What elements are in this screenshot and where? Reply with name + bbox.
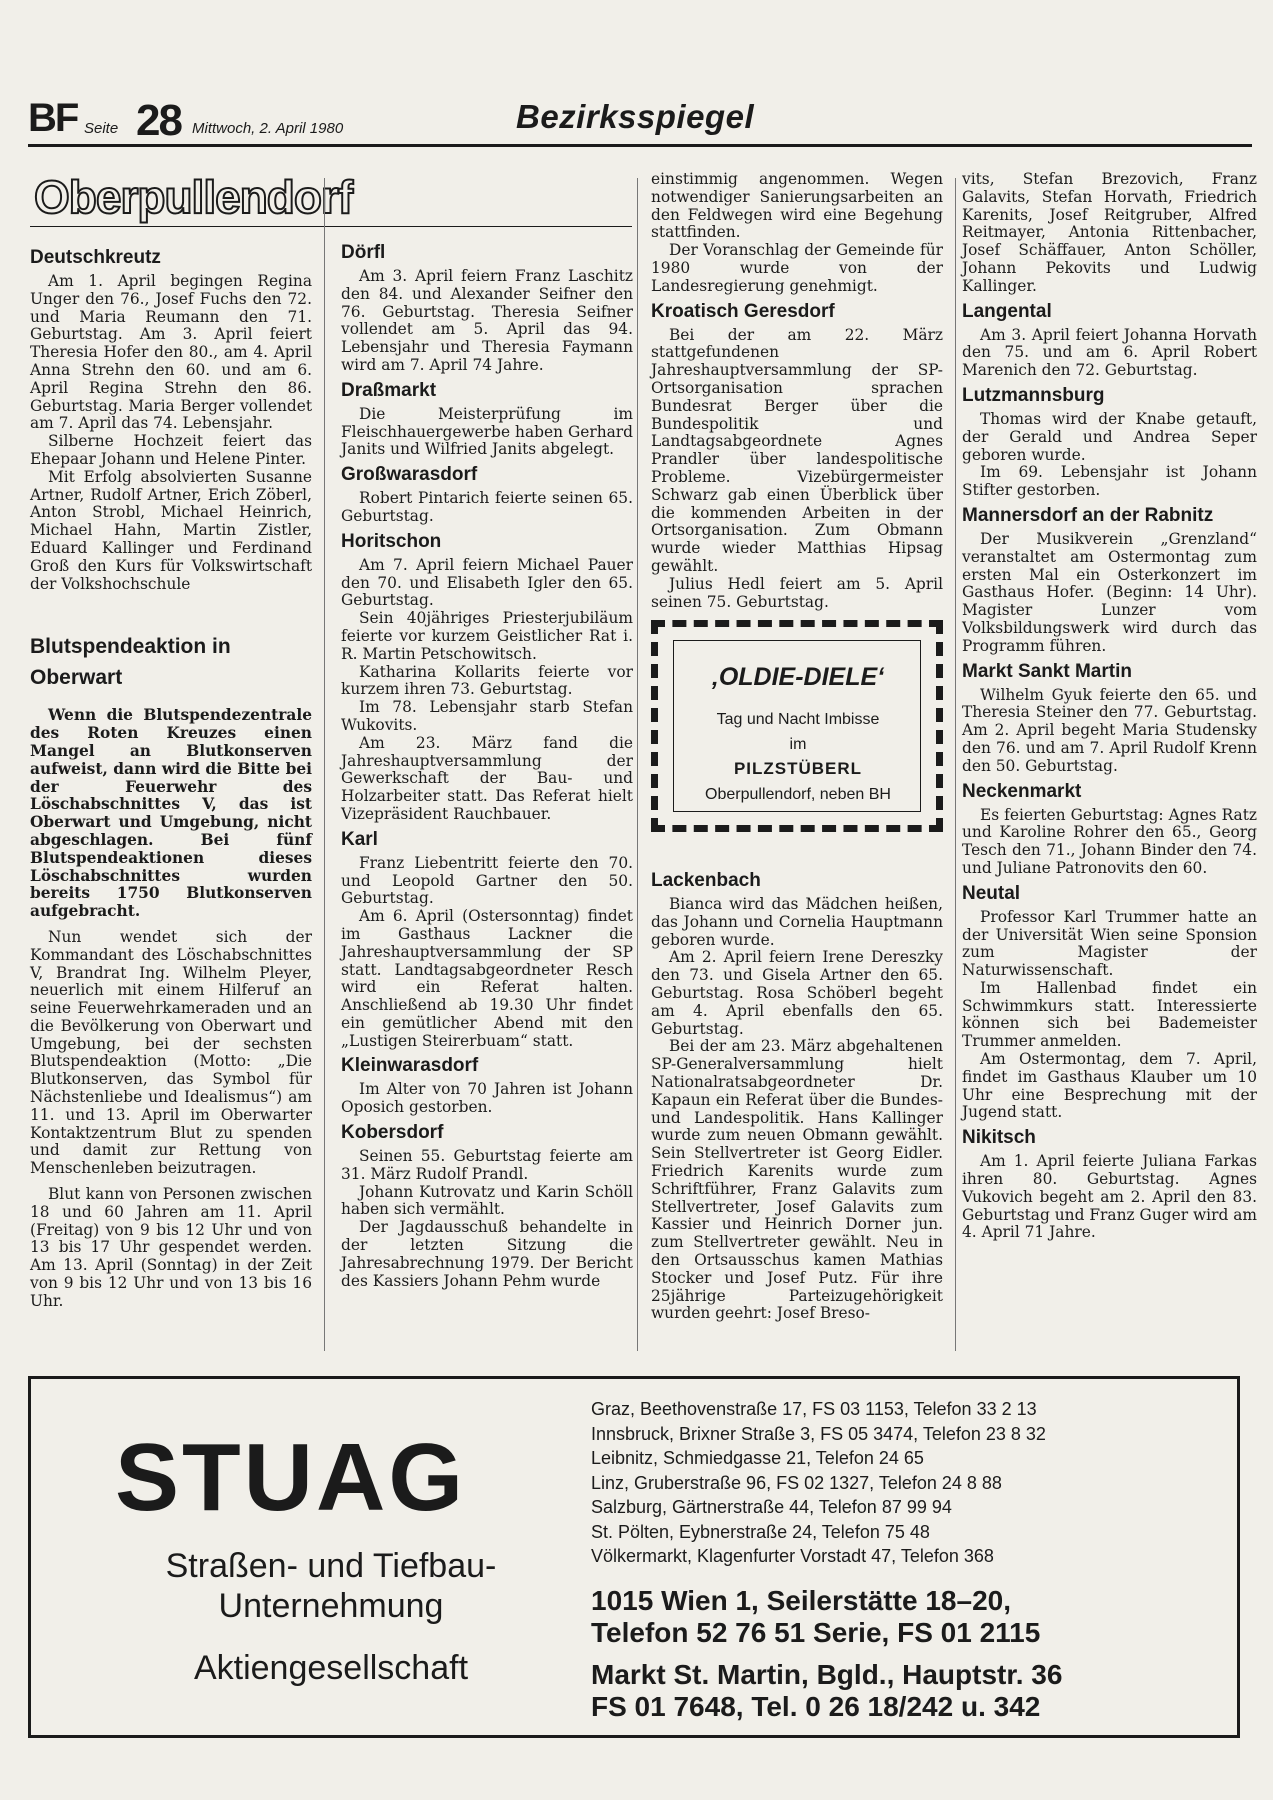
article-paragraph: Im 78. Lebensjahr starb Stefan Wukovits. — [341, 698, 633, 734]
heading-markt-sankt-martin: Markt Sankt Martin — [962, 660, 1132, 682]
stuag-markt-address: Markt St. Martin, Bgld., Hauptstr. 36 — [591, 1659, 1063, 1690]
stuag-address-list — [591, 1397, 1046, 1569]
article-paragraph: Der Musikverein „Grenzland“ veranstaltet am Ostermontag zum ersten Mal ein Osterkonzert im Gasthaus Hofer. (Beginn: 14 Uhr). Magister Lunzer vom Volksbildungswerk wird durch das Programm führen. — [962, 529, 1257, 655]
heading-karl: Karl — [341, 828, 378, 850]
article-paragraph: Am 2. April feiern Irene Dereszky den 73. und Gisela Artner den 65. Geburtstag. Rosa Schöberl begeht am 4. April ebenfalls den 65. Geburtstag. — [651, 948, 943, 1038]
article-paragraph: Wilhelm Gyuk feierte den 65. und Theresia Steiner den 77. Geburtstag. Am 2. April begeht Maria Studensky den 76. und am 7. April Rudolf Krenn den 50. Geburtstag. — [962, 685, 1257, 775]
heading-doerfl: Dörfl — [341, 242, 386, 263]
article-paragraph: Silberne Hochzeit feiert das Ehepaar Johann und Helene Pinter. — [30, 432, 312, 468]
article-paragraph: Am Ostermontag, dem 7. April, findet im Gasthaus Klauber um 10 Uhr eine Besprechung mit der Jugend statt. — [962, 1050, 1257, 1122]
heading-kobersdorf: Kobersdorf — [341, 1122, 444, 1144]
region-rule — [30, 226, 632, 227]
heading-blutspendeaktion: Blutspendeaktion in Oberwart — [30, 635, 231, 690]
heading-langental: Langental — [962, 300, 1052, 322]
article-paragraph: Am 23. März fand die Jahreshauptversammlung der Gewerkschaft der Bau- und Holzarbeiter statt. Das Referat hielt Vizepräsident Rauchbauer. — [341, 733, 633, 823]
article-paragraph: Am 3. April feiern Franz Laschitz den 84. und Alexander Seifner den 76. Geburtstag. Theresia Seifner vollendet am 5. April das 94. Lebensjahr und Theresia Faymann wird am 7. April 74 Jahre. — [341, 267, 633, 374]
column-divider — [637, 178, 638, 1351]
article-paragraph: Nun wendet sich der Kommandant des Löschabschnittes V, Brandrat Ing. Wilhelm Pleyer, neuerlich mit einem Hilferuf an seine Feuerwehrkameraden und an die Bevölkerung von Oberwart und Umgebung, bei der sechsten Blutspendeaktion (Motto: „Die Blutkonserven, das Symbol für Nächstenliebe und Idealismus“) am 11. und 13. April im Oberwarter Kontaktzentrum Blut zu spenden und damit zur Rettung von Menschenleben beizutragen. — [30, 927, 312, 1178]
article-paragraph: Seinen 55. Geburtstag feierte am 31. März Rudolf Prandl. — [341, 1147, 633, 1183]
heading-kroatisch-geresdorf: Kroatisch Geresdorf — [651, 300, 835, 322]
heading-neckenmarkt: Neckenmarkt — [962, 780, 1082, 802]
article-paragraph: vits, Stefan Brezovich, Franz Galavits, Stefan Horvath, Friedrich Karenits, Josef Reitgruber, Alfred Reitmayer, Antonia Rittenbacher, Josef Schäffauer, Anton Schöller, Johann Pekovits und Ludwig Kallinger. — [962, 170, 1257, 295]
article-paragraph: Bianca wird das Mädchen heißen, das Johann und Cornelia Hauptmann geboren wurde. — [651, 895, 943, 949]
column-3-bottom — [651, 870, 943, 1323]
stuag-address: Salzburg, Gärtnerstraße 44, Telefon 87 99 94 — [591, 1497, 952, 1517]
stuag-address: Linz, Gruberstraße 96, FS 02 1327, Telefon 24 8 88 — [591, 1472, 1002, 1493]
article-paragraph: Sein 40jähriges Priesterjubiläum feierte vor kurzem Geistlicher Rat i. R. Martin Petschowitsch. — [341, 609, 633, 663]
masthead-date: Mittwoch, 2. April 1980 — [192, 120, 344, 137]
article-paragraph: Professor Karl Trummer hatte an der Universität Wien seine Sponsion zum Magister der Naturwissenschaft. — [962, 907, 1257, 980]
stuag-address: St. Pölten, Eybnerstraße 24, Telefon 75 48 — [591, 1521, 930, 1542]
ad-inner-box — [673, 640, 921, 812]
masthead — [28, 90, 1252, 147]
article-paragraph: Am 1. April feierte Juliana Farkas ihren 80. Geburtstag. Agnes Vukovich begeht am 2. April den 83. Geburtstag und Franz Guger wird am 4. April 71 Jahre. — [962, 1152, 1257, 1242]
article-paragraph: Franz Liebentritt feierte den 70. und Leopold Gartner den 50. Geburtstag. — [341, 853, 633, 908]
article-paragraph: Der Voranschlag der Gemeinde für 1980 wurde von der Landesregierung genehmigt. — [651, 241, 943, 295]
article-lead: Wenn die Blutspendezentrale des Roten Kreuzes einen Mangel an Blutkonserven aufweist, dann wird die Bitte bei der Feuerwehr des Löschabschnittes V, das ist Oberwart und Umgebung, nicht abgeschlagen. Bei fünf Blutspendeaktionen dieses Löschabschnittes wurden bereits 1750 Blutkonserven aufgebracht. — [30, 706, 312, 921]
heading-nikitsch: Nikitsch — [962, 1127, 1036, 1149]
stuag-address: Innsbruck, Brixner Straße 3, FS 05 3474, Telefon 23 8 32 — [591, 1423, 1046, 1444]
oldie-diele-ad — [651, 620, 943, 832]
article-paragraph: Blut kann von Personen zwischen 18 und 60 Jahren am 11. April (Freitag) von 9 bis 12 Uhr und von 13 bis 17 Uhr gespendet werden. Am 13. April (Sonntag) in der Zeit von 9 bis 12 Uhr und von 13 bis 16 Uhr. — [30, 1185, 312, 1310]
stuag-subtitle: Unternehmung — [218, 1587, 444, 1625]
stuag-wien-phone: Telefon 52 76 51 Serie, FS 01 2115 — [591, 1617, 1041, 1648]
heading-horitschon: Horitschon — [341, 530, 442, 552]
column-2 — [341, 242, 633, 1290]
heading-neutal: Neutal — [962, 882, 1021, 904]
heading-drassmarkt: Draßmarkt — [341, 379, 437, 401]
masthead-section-title: Bezirksspiegel — [516, 98, 755, 135]
ad-line: Tag und Nacht Imbisse — [716, 711, 880, 728]
article-paragraph: Am 3. April feiert Johanna Horvath den 75. und am 6. April Robert Marenich den 72. Geburtstag. — [962, 325, 1257, 380]
masthead-page-label: Seite — [84, 120, 119, 137]
stuag-subtitle: Aktiengesellschaft — [193, 1649, 469, 1687]
article-paragraph: Am 6. April (Ostersonntag) findet im Gasthaus Lackner die Jahreshauptversammlung der SP statt. Landtagsabgeordneter Resch wird ein Referat halten. Anschließend ab 19.30 Uhr findet ein gemütlicher Abend mit den „Lustigen Steirerbuam“ statt. — [341, 907, 633, 1050]
column-4 — [962, 171, 1257, 1242]
stuag-address: Völkermarkt, Klagenfurter Vorstadt 47, Telefon 368 — [591, 1546, 994, 1566]
article-paragraph: Bei der am 23. März abgehaltenen SP-Generalversammlung hielt Nationalratsabgeordneter Dr. Kapaun ein Referat über die Bundes- und Landespolitik. Hans Kallinger wurde zum neuen Obmann gewählt. Sein Stellvertreter ist Georg Eidler. Friedrich Karenits wurde zum Schriftführer, Franz Galavits zum Stellvertreter, Josef Galavits zum Kassier und Heinrich Dorner jun. zum Stellvertreter gewählt. Neu in den Ortsausschus kamen Mathias Stocker und Josef Putz. Für ihre 25jährige Parteizugehörigkeit wurden geehrt: Josef Breso- — [651, 1037, 943, 1323]
article-paragraph: einstimmig angenommen. Wegen notwendiger Sanierungsarbeiten an den Feldwegen wird eine Begehung stattfinden. — [651, 170, 943, 242]
article-paragraph: Robert Pintarich feierte seinen 65. Geburtstag. — [341, 489, 633, 525]
masthead-page-number: 28 — [136, 96, 181, 145]
stuag-wien-address: 1015 Wien 1, Seilerstätte 18–20, — [591, 1585, 1011, 1616]
heading-lackenbach: Lackenbach — [651, 870, 761, 891]
article-paragraph: Katharina Kollarits feierte vor kurzem ihren 73. Geburtstag. — [341, 662, 633, 699]
heading-lutzmannsburg: Lutzmannsburg — [962, 384, 1105, 406]
masthead-logo: BF — [28, 96, 78, 140]
ad-title: ‚OLDIE-DIELE‘ — [711, 663, 885, 691]
column-1 — [30, 247, 312, 1311]
article-paragraph: Am 1. April begingen Regina Unger den 76., Josef Fuchs den 72. und Maria Reumann den 71. Geburtstag. Am 3. April feiert Theresia Hofer den 80., am 4. April Anna Strehn den 60. und am 6. April Regina Strehn den 86. Geburtstag. Maria Berger vollendet am 7. April das 74. Lebensjahr. — [30, 272, 312, 433]
article-paragraph: Thomas wird der Knabe getauft, der Gerald und Andrea Seper geboren wurde. — [962, 409, 1257, 464]
article-paragraph: Julius Hedl feiert am 5. April seinen 75. Geburtstag. — [651, 574, 943, 611]
article-paragraph: Im Alter von 70 Jahren ist Johann Oposich gestorben. — [341, 1080, 633, 1117]
stuag-address: Graz, Beethovenstraße 17, FS 03 1153, Telefon 33 2 13 — [591, 1399, 1037, 1419]
heading-grosswarasdorf: Großwarasdorf — [341, 464, 478, 486]
article-paragraph: Johann Kutrovatz und Karin Schöll haben sich vermählt. — [341, 1182, 633, 1219]
column-divider — [324, 178, 325, 1351]
column-3-top — [651, 171, 943, 611]
stuag-address: Leibnitz, Schmiedgasse 21, Telefon 24 65 — [591, 1448, 924, 1468]
stuag-ad — [28, 1376, 1240, 1738]
region-title: Oberpullendorf — [34, 171, 353, 223]
article-paragraph: Mit Erfolg absolvierten Susanne Artner, Rudolf Artner, Erich Zöberl, Anton Strobl, Michael Heinrich, Michael Hahn, Martin Zistler, Eduard Kallinger und Ferdinand Groß den Kurs für Volkswirtschaft der Volkshochschule — [30, 467, 312, 593]
article-paragraph: Am 7. April feiern Michael Pauer den 70. und Elisabeth Igler den 65. Geburtstag. — [341, 555, 633, 610]
article-paragraph: Im 69. Lebensjahr ist Johann Stifter gestorben. — [962, 463, 1257, 500]
article-paragraph: Der Jagdausschuß behandelte in der letzten Sitzung die Jahresabrechnung 1979. Der Bericht des Kassiers Johann Pehm wurde — [341, 1218, 633, 1290]
article-paragraph: Bei der am 22. März stattgefundenen Jahreshauptversammlung der SP-Ortsorganisation sprachen Bundesrat Berger über die Bundespolitik und Landtagsabgeordnete Agnes Prandler über landespolitische Probleme. Vizebürgermeister Schwarz gab einen Überblick über die kommenden Arbeiten in der Ortsorganisation. Zum Obmann wurde wieder Matthias Hipsag gewählt. — [651, 325, 943, 575]
ad-line: Oberpullendorf, neben BH — [705, 786, 891, 803]
heading-kleinwarasdorf: Kleinwarasdorf — [341, 1055, 479, 1077]
ad-line: PILZSTÜBERL — [733, 759, 863, 778]
article-paragraph: Die Meisterprüfung im Fleischhauergewerbe haben Gerhard Janits und Wilfried Janits abgelegt. — [341, 404, 633, 459]
article-paragraph: Es feierten Geburtstag: Agnes Ratz und Karoline Rohrer den 65., Georg Tesch den 71., Johann Binder den 74. und Juliane Patronovits den 60. — [962, 805, 1257, 877]
heading-mannersdorf: Mannersdorf an der Rabnitz — [962, 504, 1214, 526]
stuag-markt-phone: FS 01 7648, Tel. 0 26 18/242 u. 342 — [591, 1691, 1041, 1722]
ad-line: im — [789, 736, 807, 753]
stuag-subtitle: Straßen- und Tiefbau- — [165, 1547, 497, 1585]
heading-deutschkreutz: Deutschkreutz — [30, 247, 161, 268]
article-paragraph: Im Hallenbad findet ein Schwimmkurs statt. Interessierte können sich bei Bademeister Trummer anmelden. — [962, 978, 1257, 1051]
stuag-logo-text: STUAG — [115, 1424, 466, 1531]
column-divider — [955, 178, 956, 1351]
